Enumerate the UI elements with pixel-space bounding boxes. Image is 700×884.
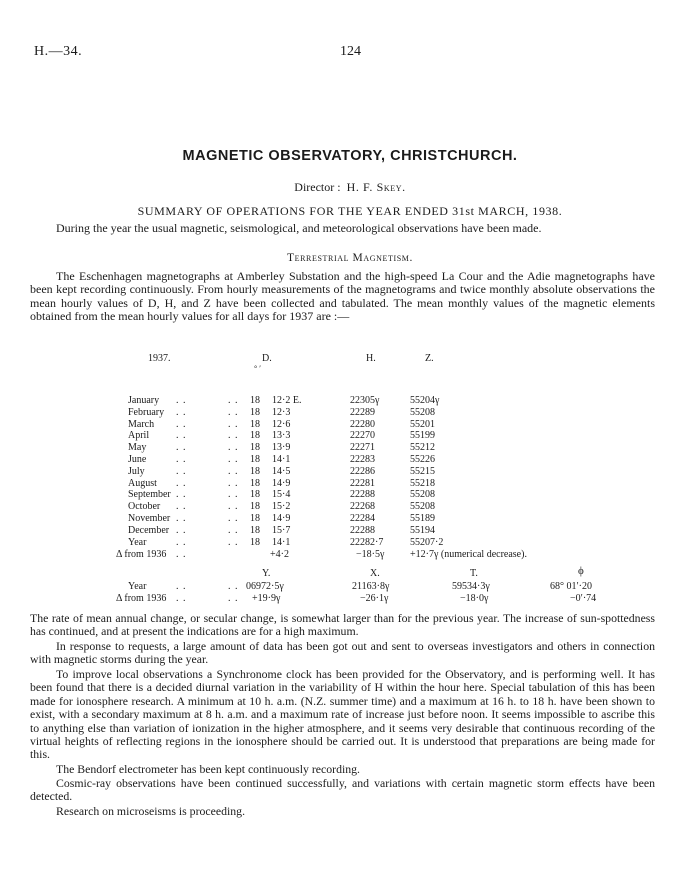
leader-dots: . .	[228, 537, 239, 548]
table-cell-h: 22280	[350, 418, 375, 430]
table-cell-min: 13·9	[272, 442, 291, 454]
leader-dots: . .	[176, 395, 187, 406]
leader-dots: . .	[228, 593, 239, 604]
table-cell-z: 55212	[410, 442, 435, 454]
requests-paragraph: In response to requests, a large amount of data has been got out and sent to overseas investigators and others in connection with magnetic storms during the year.	[30, 639, 655, 667]
table-row-month: October	[128, 501, 161, 513]
cosmic-ray-paragraph: Cosmic-ray observations have been continued successfully, and variations with certain magnetic storm effects have been detected.	[30, 776, 655, 804]
leader-dots: . .	[228, 465, 239, 477]
table-cell-z: 55218	[410, 477, 435, 489]
leader-dots: . .	[176, 537, 187, 548]
table1-year-label: Year	[128, 537, 147, 548]
table2-header-x: X.	[370, 568, 380, 579]
table1-header-d: D.	[262, 353, 272, 364]
leader-dots: . .	[176, 442, 187, 454]
table2-header-phi: ϕ	[578, 565, 584, 577]
leader-dots: . .	[176, 549, 187, 560]
table-row-month: March	[128, 418, 155, 430]
table-cell-min: 14·5	[272, 465, 291, 477]
table-cell-deg: 18	[250, 501, 260, 513]
table-row-month: June	[128, 453, 147, 465]
table-cell-deg: 18	[250, 489, 260, 501]
leader-dots: . .	[228, 430, 239, 442]
table2-delta-phi: −0′·74	[570, 593, 597, 604]
table1-header-h: H.	[366, 353, 376, 364]
table-cell-deg: 18	[250, 430, 260, 442]
leader-dots: . .	[228, 406, 239, 418]
table1-year-deg: 18	[250, 537, 260, 548]
table1-delta-d: +4·2	[270, 549, 289, 560]
table2-year-x: 21163·8γ	[352, 581, 390, 592]
table-cell-min: 12·3	[272, 406, 291, 418]
leader-dots: . .	[228, 442, 239, 454]
table-cell-min: 14·1	[272, 453, 291, 465]
leader-dots: . .	[228, 581, 239, 592]
leader-dots: . .	[176, 406, 187, 418]
table2-year-label: Year	[128, 581, 147, 592]
table-cell-min: 14·9	[272, 477, 291, 489]
table-cell-h: 22283	[350, 453, 375, 465]
table1-delta-h: −18·5γ	[356, 549, 385, 560]
table1-year-h: 22282·7	[350, 537, 384, 548]
intro-paragraph: During the year the usual magnetic, seismological, and meteorological observations have been made.	[56, 221, 542, 235]
table-cell-z: 55199	[410, 430, 435, 442]
table2-delta-y: +19·9γ	[252, 593, 281, 604]
table1-delta-z: +12·7γ (numerical decrease).	[410, 549, 527, 560]
table1-months	[128, 395, 171, 537]
table-row-month: April	[128, 430, 150, 442]
table-row-month: September	[128, 489, 171, 501]
table-row-month: August	[128, 477, 157, 489]
director-line	[0, 180, 700, 195]
synchronome-paragraph: To improve local observations a Synchronome clock has been provided for the Observatory, and is performing well. It has been found that there is a decided diurnal variation in the variability of H within the hour here. Special tabulation of this has been made for ionosphere research. A minimum at 10 h. a.m. (N.Z. summer time) and a maximum at 16 h. to 18 h. have been shown to exist, with a secondary maximum at 8 h. a.m. and a maximum rate of increase just before noon. It seems impossible to ascribe this to anything else than variation of ionization in the higher atmosphere, and it seems very desirable that continuous recording of the virtual heights of reflecting regions in the ionosphere should be carried out. It is understood that preparations are being made for this.	[30, 667, 655, 762]
table1-header-d-units: ° ′	[254, 364, 261, 373]
magnetographs-paragraph: The Eschenhagen magnetographs at Amberley Substation and the high-speed La Cour and the Adie magnetographs have been kept recording continuously. From hourly measurements of the magnetograms and twice monthly absolute observations the mean hourly values of D, H, and Z have been collected and tabulated. The mean monthly values of the magnetic elements obtained from the mean hourly values for all days for 1937 are :—	[30, 269, 655, 324]
table2-year-phi: 68° 01′·20	[550, 581, 593, 592]
table-cell-deg: 18	[250, 418, 260, 430]
leader-dots: . .	[228, 477, 239, 489]
table-cell-min: 15·2	[272, 501, 291, 513]
table-row-month: December	[128, 524, 170, 536]
leader-dots: . .	[176, 581, 187, 592]
summary-heading: SUMMARY OF OPERATIONS FOR THE YEAR ENDED 31st MARCH, 1938.	[137, 204, 563, 218]
table-cell-z: 55226	[410, 453, 435, 465]
table2-header-t: T.	[470, 568, 478, 579]
table1-year-min: 14·1	[272, 537, 291, 548]
table-cell-deg: 18	[250, 524, 260, 536]
section-heading: Terrestrial Magnetism.	[287, 252, 413, 264]
table-cell-h: 22289	[350, 406, 375, 418]
table-cell-z: 55208	[410, 406, 435, 418]
leader-dots: . .	[176, 501, 187, 513]
table-cell-h: 22288	[350, 524, 375, 536]
table-cell-z: 55201	[410, 418, 435, 430]
table-cell-z: 55208	[410, 489, 435, 501]
table1-header-z: Z.	[425, 353, 434, 364]
director-label: Director :	[294, 180, 341, 194]
leader-dots: . .	[176, 465, 187, 477]
leader-dots: . .	[228, 512, 239, 524]
leader-dots: . .	[228, 489, 239, 501]
leader-dots: . .	[176, 489, 187, 501]
table-cell-h: 22268	[350, 501, 375, 513]
report-code: H.—34.	[34, 44, 83, 59]
leader-dots: . .	[228, 501, 239, 513]
table-cell-deg: 18	[250, 406, 260, 418]
table-cell-z: 55204γ	[410, 395, 440, 406]
director-name: H. F. Skey.	[346, 180, 406, 194]
table-cell-h: 22271	[350, 442, 375, 454]
table-row-month: May	[128, 442, 147, 454]
leader-dots: . .	[176, 418, 187, 430]
leader-dots: . .	[228, 395, 239, 406]
leader-dots: . .	[228, 524, 239, 536]
table2-delta-label: Δ from 1936	[116, 593, 167, 604]
electrometer-paragraph: The Bendorf electrometer has been kept continuously recording.	[56, 762, 360, 776]
leader-dots: . .	[176, 593, 187, 604]
table1-degrees	[250, 395, 260, 537]
table-cell-z: 55194	[410, 524, 435, 536]
table-cell-min: 12·6	[272, 418, 291, 430]
table-row-month: July	[128, 465, 145, 477]
table-cell-h: 22270	[350, 430, 375, 442]
leader-dots: . .	[228, 418, 239, 430]
table1-leader-dots-2	[228, 395, 239, 537]
leader-dots: . .	[176, 453, 187, 465]
table2-header-y: Y.	[262, 568, 271, 579]
leader-dots: . .	[176, 477, 187, 489]
table-cell-z: 55208	[410, 501, 435, 513]
table-cell-min: 15·4	[272, 489, 291, 501]
table-cell-h: 22305γ	[350, 395, 380, 406]
table-cell-deg: 18	[250, 453, 260, 465]
leader-dots: . .	[228, 453, 239, 465]
table-cell-h: 22281	[350, 477, 375, 489]
table-row-month: November	[128, 512, 171, 524]
page-title: MAGNETIC OBSERVATORY, CHRISTCHURCH.	[182, 148, 518, 164]
table2-delta-t: −18·0γ	[460, 593, 489, 604]
table1-h-values	[350, 395, 379, 537]
table-cell-min: 13·3	[272, 430, 291, 442]
table2-delta-x: −26·1γ	[360, 593, 389, 604]
leader-dots: . .	[176, 430, 187, 442]
table1-year-z: 55207·2	[410, 537, 444, 548]
secular-change-paragraph: The rate of mean annual change, or secular change, is somewhat larger than for the previous year. The increase of sun-spottedness has continued, and at present the indications are for a high maximum.	[30, 611, 655, 639]
table-cell-deg: 18	[250, 465, 260, 477]
table-row-month: January	[128, 395, 160, 406]
table-cell-z: 55189	[410, 512, 435, 524]
table-cell-deg: 18	[250, 395, 260, 406]
table1-delta-label: Δ from 1936	[116, 549, 167, 560]
table1-z-values	[410, 395, 439, 537]
table-row-month: February	[128, 406, 165, 418]
leader-dots: . .	[176, 512, 187, 524]
table-cell-min: 14·9	[272, 512, 291, 524]
table2-year-y: 06972·5γ	[246, 581, 284, 592]
table-cell-min: 15·7	[272, 524, 291, 536]
table-cell-h: 22284	[350, 512, 375, 524]
leader-dots: . .	[176, 524, 187, 536]
table1-leader-dots	[176, 395, 187, 537]
table-cell-deg: 18	[250, 477, 260, 489]
table2-year-t: 59534·3γ	[452, 581, 490, 592]
table-cell-deg: 18	[250, 442, 260, 454]
table-cell-min: 12·2 E.	[272, 395, 302, 406]
table-cell-h: 22288	[350, 489, 375, 501]
table1-minutes	[272, 395, 301, 537]
table-cell-h: 22286	[350, 465, 375, 477]
table-cell-deg: 18	[250, 512, 260, 524]
table1-header-year: 1937.	[148, 353, 171, 364]
microseisms-paragraph: Research on microseisms is proceeding.	[56, 804, 246, 818]
page-number: 124	[340, 44, 361, 59]
table-cell-z: 55215	[410, 465, 435, 477]
